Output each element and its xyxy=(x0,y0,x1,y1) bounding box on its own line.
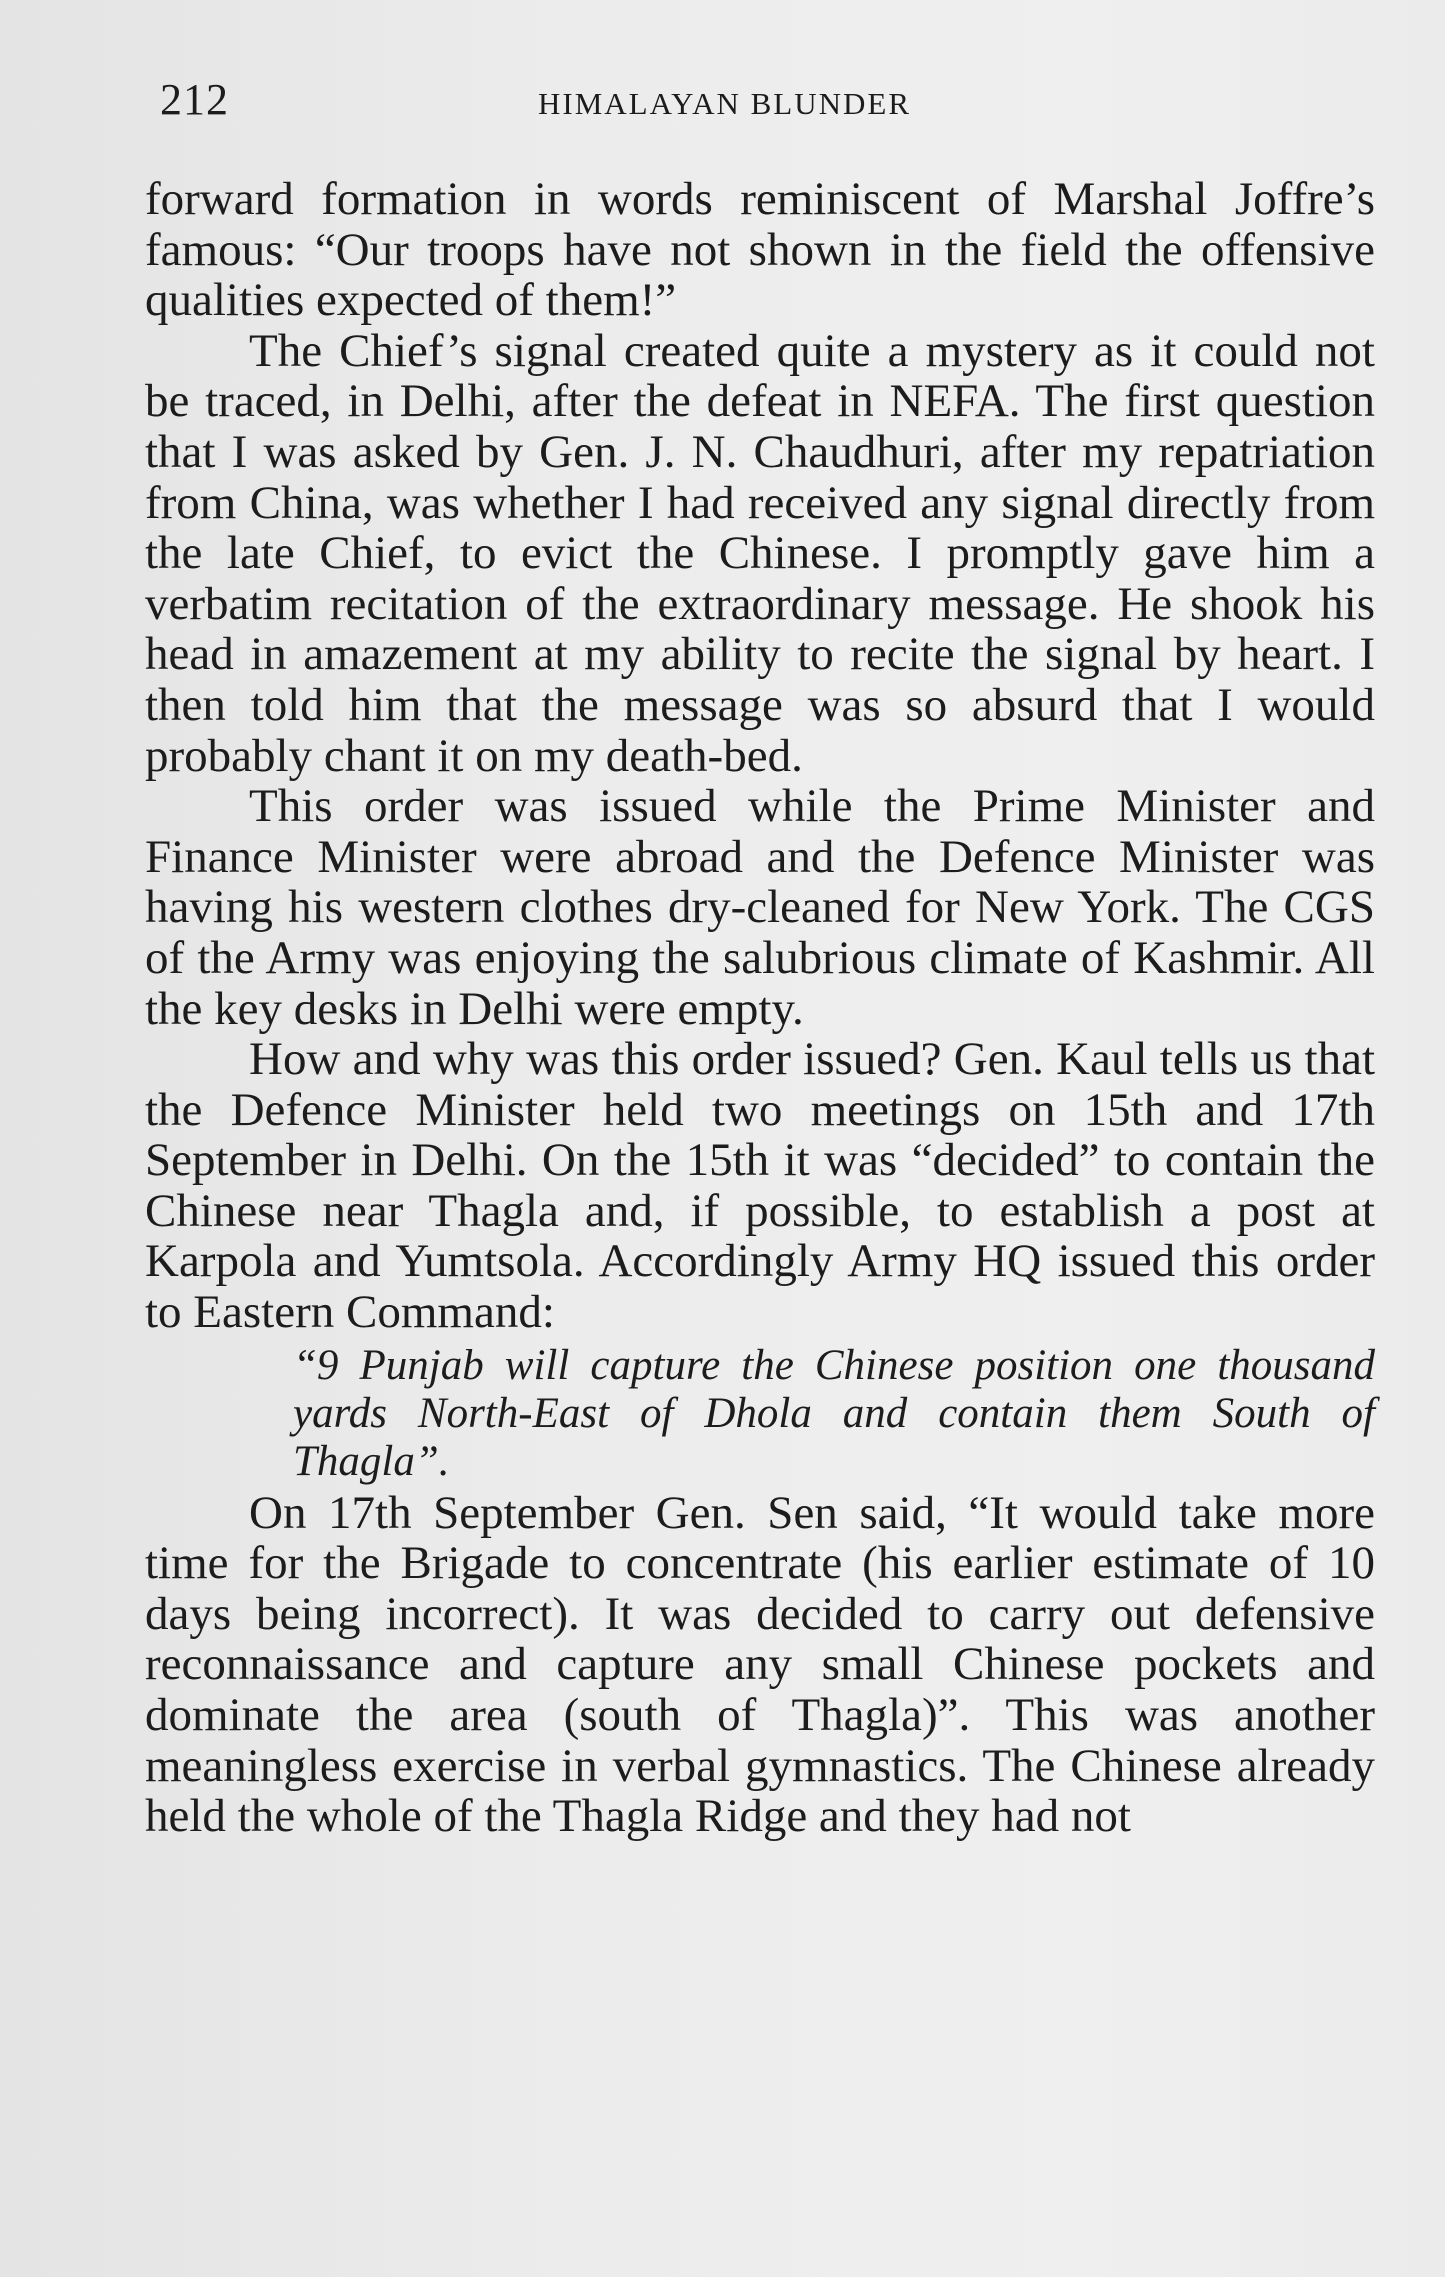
page-number: 212 xyxy=(160,75,229,124)
paragraph: On 17th September Gen. Sen said, “It would take more time for the Brigade to concentrate (his earlier estimate of 10 days being incorrect). It was decided to carry out defensive reconnaissance and capture any small Chinese pockets and dominate the area (south of Thagla)”. This was another meaningless exercise in verbal gymnastics. The Chinese already held the whole of the Thagla Ridge and they had not xyxy=(145,1486,1375,1843)
block-quote: “9 Punjab will capture the Chinese position one thousand yards North-East of Dhola and contain them South of Thagla”. xyxy=(293,1341,1375,1485)
running-head: HIMALAYAN BLUNDER xyxy=(538,86,912,121)
paragraph: How and why was this order issued? Gen. Kaul tells us that the Defence Minister held two meetings on 15th and 17th September in Delhi. On the 15th it was “decided” to contain the Chinese near Thagla and, if possible, to establish a post at Karpola and Yumtsola. Accordingly Army HQ issued this order to Eastern Command: xyxy=(145,1033,1375,1339)
paragraph: forward formation in words reminiscent of Marshal Joffre’s famous: “Our troops have not shown in the field the offensive qualities expected of them!” xyxy=(145,173,1375,327)
page-header xyxy=(0,60,1445,140)
paragraph: This order was issued while the Prime Minister and Finance Minister were abroad and the Defence Minister was having his western clothes dry-cleaned for New York. The CGS of the Army was enjoying the salubrious climate of Kashmir. All the key desks in Delhi were empty. xyxy=(145,780,1375,1035)
body-text xyxy=(145,174,1375,1842)
paragraph: The Chief’s signal created quite a mystery as it could not be traced, in Delhi, after the defeat in NEFA. The first question that I was asked by Gen. J. N. Chaudhuri, after my repatriation from China, was whether I had received any signal directly from the late Chief, to evict the Chinese. I promptly gave him a verbatim recitation of the extraordinary message. He shook his head in amazement at my ability to recite the signal by heart. I then told him that the message was so absurd that I would probably chant it on my death-bed. xyxy=(145,324,1375,782)
